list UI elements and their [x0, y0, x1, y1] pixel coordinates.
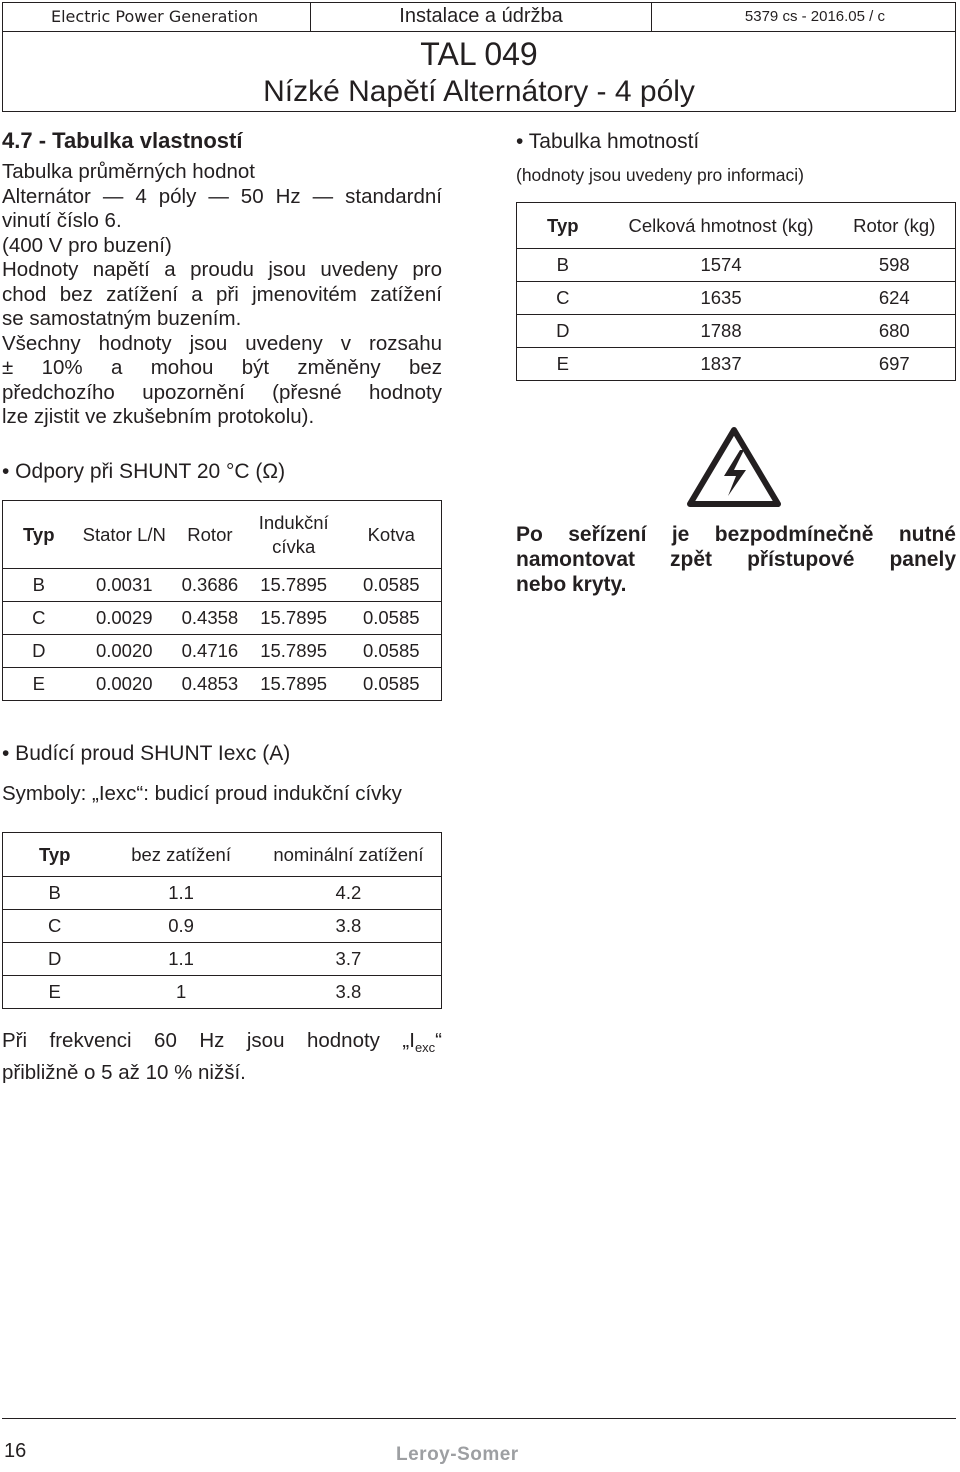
- table-cell: 3.8: [256, 976, 442, 1009]
- table-cell: 680: [834, 315, 956, 348]
- table-cell: 15.7895: [246, 668, 342, 701]
- resistance-heading: • Odpory při SHUNT 20 °C (Ω): [2, 460, 286, 483]
- properties-line: Tabulka průměrných hodnot: [2, 160, 255, 183]
- excitation-symbols: Symboly: „Iexc“: budicí proud indukční cívky: [2, 782, 402, 805]
- warning-line: Po seřízení je bezpodmínečně nutné: [516, 523, 956, 546]
- table-row: [3, 635, 442, 668]
- table-cell: 1: [106, 976, 255, 1009]
- frequency-note-quote: “: [435, 1029, 442, 1052]
- table-cell: 0.4853: [174, 668, 246, 701]
- table-cell: 0.0020: [75, 668, 174, 701]
- table-header-row: [517, 203, 956, 249]
- table-cell: 1635: [609, 282, 834, 315]
- properties-heading: 4.7 - Tabulka vlastností: [2, 128, 243, 153]
- table-cell: C: [3, 602, 75, 635]
- table-cell: 697: [834, 348, 956, 381]
- table-cell: 0.0585: [342, 668, 442, 701]
- table-cell: 0.9: [106, 910, 255, 943]
- column-header: Typ: [3, 501, 75, 569]
- table-row: [517, 348, 956, 381]
- table-cell: E: [517, 348, 609, 381]
- column-header: Stator L/N: [75, 501, 174, 569]
- properties-line: ± 10% a mohou být změněny bez: [2, 356, 442, 379]
- table-header-row: [3, 833, 442, 877]
- table-cell: 3.7: [256, 943, 442, 976]
- frequency-note-line: přibližně o 5 až 10 % nižší.: [2, 1061, 246, 1085]
- table-row: [3, 877, 442, 910]
- table-cell: 0.0020: [75, 635, 174, 668]
- table-cell: 1574: [609, 249, 834, 282]
- table-cell: B: [517, 249, 609, 282]
- properties-line: Hodnoty napětí a proudu jsou uvedeny pro: [2, 258, 442, 281]
- table-cell: C: [3, 910, 107, 943]
- header-section: Instalace a údržba: [311, 3, 652, 31]
- properties-line: Všechny hodnoty jsou uvedeny v rozsahu: [2, 331, 442, 355]
- table-cell: 624: [834, 282, 956, 315]
- table-cell: 598: [834, 249, 956, 282]
- properties-line: lze zjistit ve zkušebním protokolu).: [2, 405, 315, 428]
- column-header: Indukční cívka: [246, 501, 342, 569]
- table-cell: 15.7895: [246, 635, 342, 668]
- table-cell: D: [3, 635, 75, 668]
- table-cell: 4.2: [256, 877, 442, 910]
- table-cell: D: [3, 943, 107, 976]
- column-header: Typ: [3, 833, 107, 877]
- frequency-note: [2, 1028, 442, 1085]
- table-row: [3, 943, 442, 976]
- table-cell: 15.7895: [246, 569, 342, 602]
- header-top-row: [3, 3, 955, 32]
- weight-heading: • Tabulka hmotností: [516, 130, 700, 153]
- page-number: 16: [4, 1440, 27, 1462]
- properties-text: [2, 160, 442, 430]
- column-header: Celková hmotnost (kg): [609, 203, 834, 249]
- table-row: [3, 569, 442, 602]
- frequency-note-line: [2, 1028, 442, 1060]
- properties-line: vinutí číslo 6.: [2, 209, 122, 232]
- weight-table: [516, 202, 956, 381]
- properties-line: (400 V pro buzení): [2, 233, 172, 257]
- table-cell: D: [517, 315, 609, 348]
- table-cell: 1.1: [106, 943, 255, 976]
- warning-text: [516, 522, 956, 597]
- warning-line: namontovat zpět přístupové panely: [516, 548, 956, 571]
- properties-line: se samostatným buzením.: [2, 307, 242, 330]
- properties-line: chod bez zatížení a při jmenovitém zatížení: [2, 282, 442, 306]
- column-header: bez zatížení: [106, 833, 255, 877]
- warning-line: nebo kryty.: [516, 573, 627, 596]
- high-voltage-warning-icon: [684, 424, 784, 510]
- table-cell: 0.3686: [174, 569, 246, 602]
- table-cell: 1788: [609, 315, 834, 348]
- table-row: [3, 668, 442, 701]
- table-cell: 0.0031: [75, 569, 174, 602]
- table-row: [517, 315, 956, 348]
- table-row: [517, 282, 956, 315]
- header-docref: 5379 cs - 2016.05 / c: [744, 8, 885, 25]
- table-cell: 3.8: [256, 910, 442, 943]
- table-row: [3, 976, 442, 1009]
- table-header-row: [3, 501, 442, 569]
- table-row: [3, 910, 442, 943]
- column-header: Typ: [517, 203, 609, 249]
- table-cell: 0.0029: [75, 602, 174, 635]
- column-header: Rotor (kg): [834, 203, 956, 249]
- excitation-table: [2, 832, 442, 1009]
- table-cell: 0.0585: [342, 569, 442, 602]
- table-cell: 15.7895: [246, 602, 342, 635]
- page-title: TAL 049: [420, 36, 538, 72]
- table-cell: 0.4358: [174, 602, 246, 635]
- table-cell: B: [3, 569, 75, 602]
- frequency-note-subscript: exc: [414, 1040, 436, 1056]
- table-cell: 0.4716: [174, 635, 246, 668]
- leroy-somer-logo: Leroy-Somer: [396, 1444, 519, 1465]
- table-cell: 1.1: [106, 877, 255, 910]
- table-row: [517, 249, 956, 282]
- resistance-table: [2, 500, 442, 701]
- table-row: [3, 602, 442, 635]
- table-cell: E: [3, 976, 107, 1009]
- header-brand: Electric Power Generation: [3, 3, 311, 31]
- properties-line: Alternátor — 4 póly — 50 Hz — standardní: [2, 184, 442, 208]
- table-cell: E: [3, 668, 75, 701]
- table-cell: 1837: [609, 348, 834, 381]
- table-cell: C: [517, 282, 609, 315]
- column-header: Rotor: [174, 501, 246, 569]
- column-header: nominální zatížení: [256, 833, 442, 877]
- table-cell: B: [3, 877, 107, 910]
- page-header: [2, 2, 956, 112]
- column-header: Kotva: [342, 501, 442, 569]
- excitation-heading: • Budící proud SHUNT Iexc (A): [2, 742, 291, 765]
- weight-note: (hodnoty jsou uvedeny pro informaci): [516, 165, 804, 185]
- table-cell: 0.0585: [342, 602, 442, 635]
- frequency-note-text: Při frekvenci 60 Hz jsou hodnoty „I: [2, 1029, 415, 1052]
- footer-divider: [2, 1418, 956, 1419]
- page-subtitle: Nízké Napětí Alternátory - 4 póly: [263, 75, 695, 108]
- properties-line: předchozího upozornění (přesné hodnoty: [2, 380, 442, 404]
- table-cell: 0.0585: [342, 635, 442, 668]
